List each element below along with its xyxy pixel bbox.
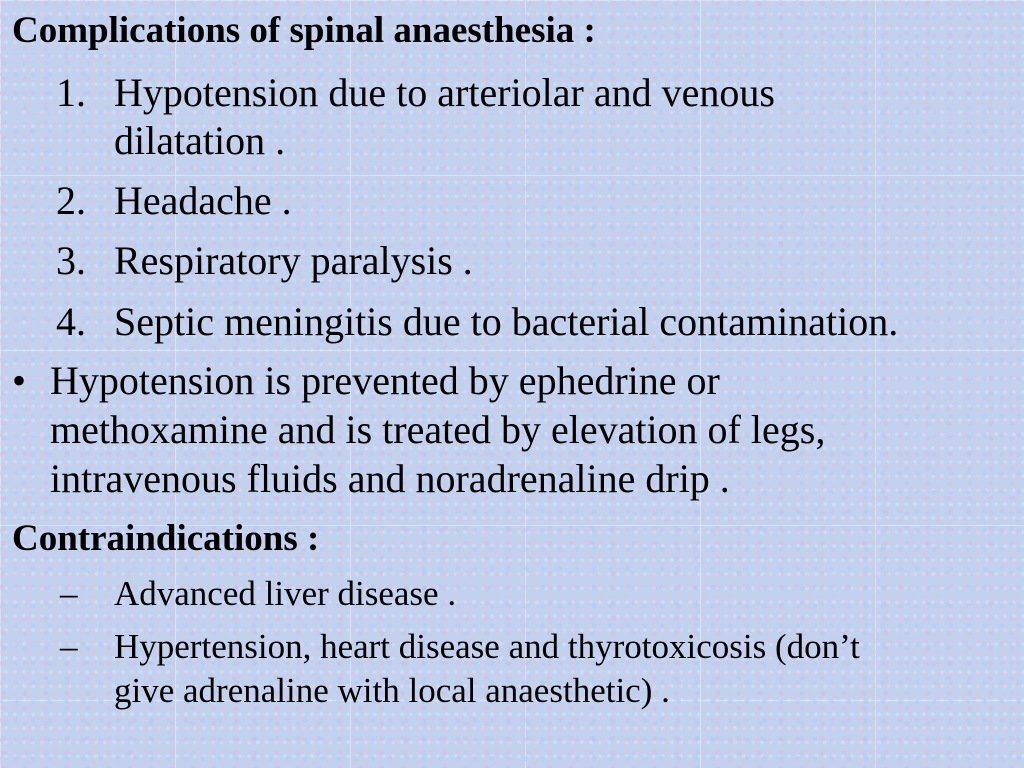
bullet-text: intravenous fluids and noradrenaline drip .	[50, 456, 730, 501]
item-text: dilatation .	[114, 118, 286, 163]
item-number: 2.	[56, 178, 86, 223]
item-text: Respiratory paralysis .	[114, 238, 473, 283]
bullet-marker: •	[12, 358, 27, 403]
dash-marker: –	[60, 627, 78, 666]
item-number: 4.	[56, 299, 86, 344]
item-number: 3.	[56, 238, 86, 283]
item-text: Advanced liver disease .	[114, 574, 457, 613]
bullet-text: methoxamine and is treated by elevation of legs,	[50, 407, 826, 452]
item-text: Headache .	[114, 178, 292, 223]
complications-heading: Complications of spinal anaesthesia :	[12, 10, 596, 51]
item-text: Hypotension due to arteriolar and venous	[114, 70, 775, 115]
item-text: Septic meningitis due to bacterial contamination.	[114, 299, 899, 344]
dash-marker: –	[60, 574, 78, 613]
item-text: Hypertension, heart disease and thyrotoxicosis (don’t	[114, 627, 860, 666]
bullet-text: Hypotension is prevented by ephedrine or	[50, 358, 720, 403]
item-number: 1.	[56, 70, 86, 115]
contraindications-heading: Contraindications :	[12, 518, 320, 559]
item-text: give adrenaline with local anaesthetic) .	[114, 671, 670, 710]
